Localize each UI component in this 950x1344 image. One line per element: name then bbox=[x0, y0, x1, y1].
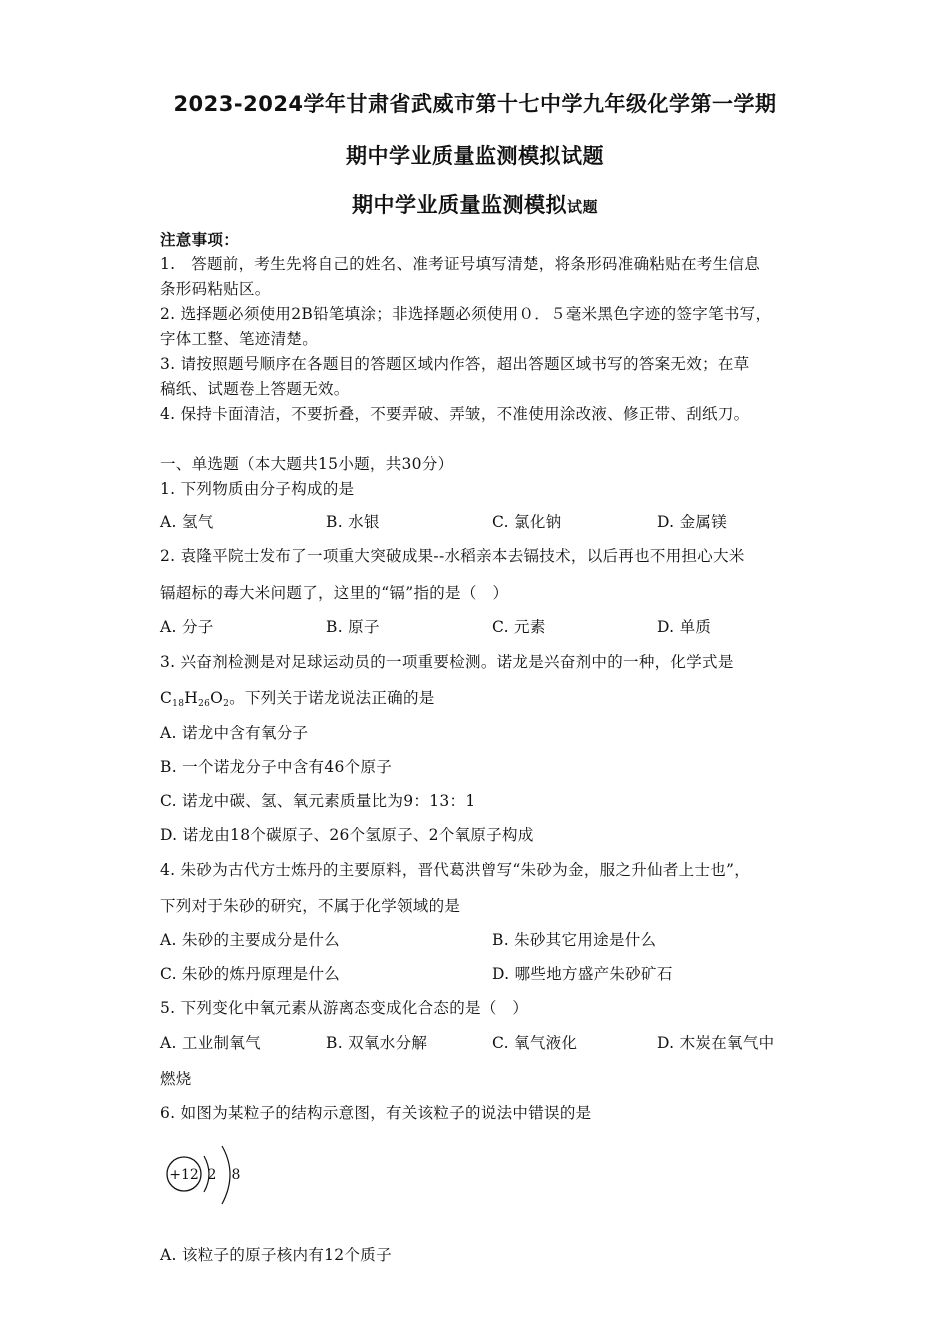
q2-option-a: A. 分子 bbox=[160, 618, 214, 636]
notice-item-1b: 条形码粘贴区。 bbox=[160, 280, 271, 298]
q4-option-b: B. 朱砂其它用途是什么 bbox=[492, 931, 657, 949]
q4-option-a: A. 朱砂的主要成分是什么 bbox=[160, 931, 340, 949]
q5-option-d-continued: 燃烧 bbox=[160, 1070, 192, 1088]
q3-option-c: C. 诺龙中碳、氢、氧元素质量比为9：13：1 bbox=[160, 792, 476, 810]
q4-option-d: D. 哪些地方盛产朱砂矿石 bbox=[492, 965, 673, 983]
notice-heading: 注意事项： bbox=[160, 230, 240, 249]
q2-option-d: D. 单质 bbox=[657, 618, 712, 636]
section-heading: 一、单选题（本大题共15小题，共30分） bbox=[160, 455, 454, 473]
q2-option-b: B. 原子 bbox=[326, 618, 380, 636]
q3-option-a: A. 诺龙中含有氧分子 bbox=[160, 724, 309, 742]
atom-structure-diagram bbox=[160, 1130, 250, 1220]
q2-stem-1: 2. 袁隆平院士发布了一项重大突破成果--水稻亲本去镉技术，以后再也不用担心大米 bbox=[160, 547, 745, 565]
q4-stem-2: 下列对于朱砂的研究，不属于化学领域的是 bbox=[160, 897, 461, 915]
q1-stem: 1. 下列物质由分子构成的是 bbox=[160, 480, 355, 498]
q3-stem-2-rest: 。下列关于诺龙说法正确的是 bbox=[229, 689, 435, 707]
q2-stem-2: 镉超标的毒大米问题了，这里的“镉”指的是（ ） bbox=[160, 584, 509, 602]
q1-option-d: D. 金属镁 bbox=[657, 513, 728, 531]
q3-stem-1: 3. 兴奋剂检测是对足球运动员的一项重要检测。诺龙是兴奋剂中的一种，化学式是 bbox=[160, 653, 734, 671]
nucleus-charge: +12 bbox=[169, 1167, 199, 1183]
shell-1-electrons: 2 bbox=[207, 1167, 217, 1183]
q3-formula: $C_{18}H_{26}O_2$ bbox=[160, 689, 230, 709]
notice-item-3b: 稿纸、试题卷上答题无效。 bbox=[160, 380, 350, 398]
q4-stem-1: 4. 朱砂为古代方士炼丹的主要原料，晋代葛洪曾写“朱砂为金，服之升仙者上士也”， bbox=[160, 861, 751, 879]
q3-stem-2 bbox=[160, 686, 435, 709]
title-line-2: 期中学业质量监测模拟试题 bbox=[346, 144, 604, 168]
q1-option-a: A. 氢气 bbox=[160, 513, 214, 531]
notice-item-3a: 3. 请按照题号顺序在各题目的答题区域内作答，超出答题区域书写的答案无效；在草 bbox=[160, 355, 750, 373]
q1-option-b: B. 水银 bbox=[326, 513, 380, 531]
q5-option-b: B. 双氧水分解 bbox=[326, 1034, 428, 1052]
q5-stem: 5. 下列变化中氧元素从游离态变成化合态的是（ ） bbox=[160, 999, 529, 1017]
notice-item-4: 4. 保持卡面清洁，不要折叠，不要弄破、弄皱，不准使用涂改液、修正带、刮纸刀。 bbox=[160, 405, 750, 423]
q6-option-a: A. 该粒子的原子核内有12个质子 bbox=[160, 1246, 392, 1264]
title-line-3-main: 期中学业质量监测模拟 bbox=[351, 193, 567, 217]
q5-option-d: D. 木炭在氧气中 bbox=[657, 1034, 775, 1052]
q5-option-a: A. 工业制氧气 bbox=[160, 1034, 261, 1052]
q3-option-b: B. 一个诺龙分子中含有46个原子 bbox=[160, 758, 393, 776]
q1-option-c: C. 氯化钠 bbox=[492, 513, 562, 531]
q5-option-c: C. 氧气液化 bbox=[492, 1034, 578, 1052]
title-line-1: 2023-2024学年甘肃省武威市第十七中学九年级化学第一学期 bbox=[173, 92, 777, 116]
notice-item-1a: 1. 答题前，考生先将自己的姓名、准考证号填写清楚，将条形码准确粘贴在考生信息 bbox=[160, 255, 760, 273]
notice-item-2a: 2. 选择题必须使用2B铅笔填涂；非选择题必须使用０．５毫米黑色字迹的签字笔书写， bbox=[160, 305, 772, 323]
electron-shell-2-arc bbox=[222, 1146, 230, 1204]
q6-stem: 6. 如图为某粒子的结构示意图，有关该粒子的说法中错误的是 bbox=[160, 1104, 592, 1122]
q3-option-d: D. 诺龙由18个碳原子、26个氢原子、2个氧原子构成 bbox=[160, 826, 534, 844]
title-line-3 bbox=[0, 189, 950, 219]
shell-2-electrons: 8 bbox=[231, 1167, 241, 1183]
title-line-3-small: 试题 bbox=[566, 198, 598, 216]
q4-option-c: C. 朱砂的炼丹原理是什么 bbox=[160, 965, 341, 983]
notice-item-2b: 字体工整、笔迹清楚。 bbox=[160, 330, 319, 348]
q2-option-c: C. 元素 bbox=[492, 618, 546, 636]
